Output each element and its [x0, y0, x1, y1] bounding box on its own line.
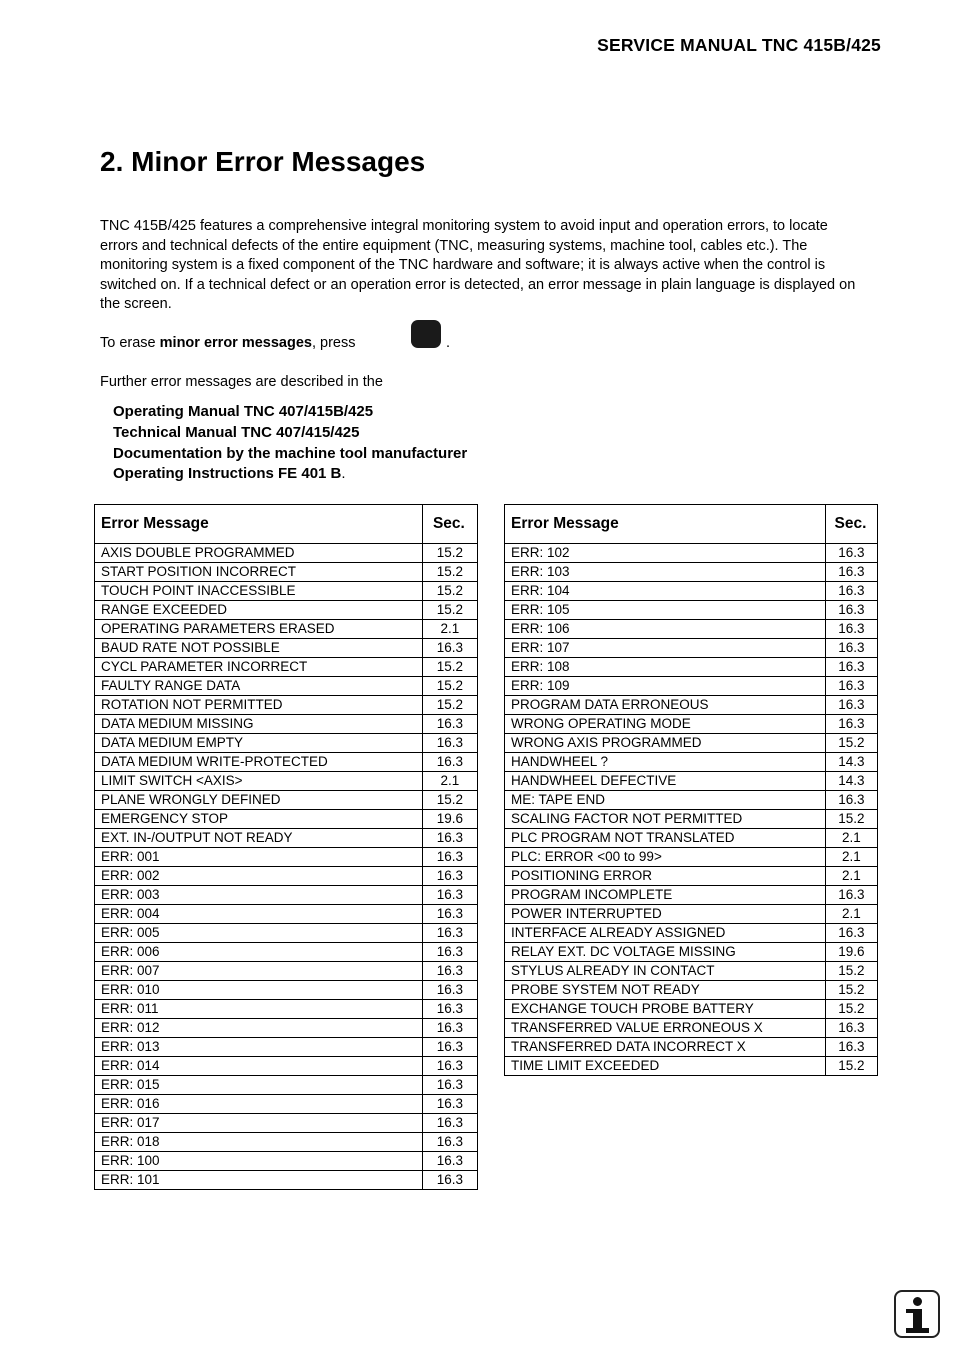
manual-list	[113, 402, 467, 485]
table-row	[95, 1038, 478, 1057]
table-row	[505, 905, 878, 924]
table-row	[95, 734, 478, 753]
error-message-cell: ERR: 006	[95, 943, 423, 962]
error-message-cell: ERR: 018	[95, 1133, 423, 1152]
table-row	[95, 943, 478, 962]
table-row	[505, 1038, 878, 1057]
table-row	[95, 981, 478, 1000]
table-row	[505, 658, 878, 677]
table-row	[505, 981, 878, 1000]
section-cell: 15.2	[825, 1000, 877, 1019]
error-message-cell: ERR: 103	[505, 563, 826, 582]
error-message-cell: ERR: 005	[95, 924, 423, 943]
table-row	[95, 1095, 478, 1114]
manual-list-end: .	[341, 465, 346, 483]
manual-item: Technical Manual TNC 407/415/425	[113, 423, 360, 441]
section-cell: 16.3	[422, 1000, 477, 1019]
error-message-cell: BAUD RATE NOT POSSIBLE	[95, 639, 423, 658]
table-row	[505, 962, 878, 981]
table-row	[95, 962, 478, 981]
error-message-cell: PLC: ERROR <00 to 99>	[505, 848, 826, 867]
section-cell: 16.3	[825, 677, 877, 696]
table-row	[505, 1000, 878, 1019]
table-row	[505, 810, 878, 829]
table-row	[505, 582, 878, 601]
table-row	[505, 544, 878, 563]
table-row	[505, 601, 878, 620]
table-row	[95, 886, 478, 905]
section-cell: 15.2	[825, 981, 877, 1000]
section-cell: 16.3	[422, 753, 477, 772]
error-message-cell: ERR: 108	[505, 658, 826, 677]
erase-suffix: , press	[311, 335, 356, 351]
section-cell: 16.3	[825, 658, 877, 677]
error-message-cell: POWER INTERRUPTED	[505, 905, 826, 924]
section-cell: 15.2	[422, 544, 477, 563]
table-row	[505, 772, 878, 791]
manual-item: Documentation by the machine tool manufacturer	[113, 444, 468, 462]
error-message-cell: ERR: 107	[505, 639, 826, 658]
ce-key-icon	[411, 320, 441, 348]
error-message-cell: EXCHANGE TOUCH PROBE BATTERY	[505, 1000, 826, 1019]
error-message-cell: DATA MEDIUM WRITE-PROTECTED	[95, 753, 423, 772]
table-row	[505, 753, 878, 772]
table-row	[505, 867, 878, 886]
section-cell: 16.3	[422, 1095, 477, 1114]
error-message-cell: ERR: 016	[95, 1095, 423, 1114]
error-message-cell: ERR: 002	[95, 867, 423, 886]
table-row	[95, 772, 478, 791]
manual-item	[113, 464, 467, 485]
table-row	[505, 715, 878, 734]
error-message-cell: ERR: 003	[95, 886, 423, 905]
error-message-cell: DATA MEDIUM EMPTY	[95, 734, 423, 753]
error-message-cell: ERR: 011	[95, 1000, 423, 1019]
section-cell: 16.3	[825, 715, 877, 734]
erase-bold: minor error messages	[159, 335, 312, 351]
section-cell: 15.2	[825, 1057, 877, 1076]
error-message-cell: STYLUS ALREADY IN CONTACT	[505, 962, 826, 981]
manual-item-text: Operating Instructions FE 401 B	[113, 465, 342, 483]
error-message-cell: PROGRAM DATA ERRONEOUS	[505, 696, 826, 715]
error-message-cell: ME: TAPE END	[505, 791, 826, 810]
table-row	[95, 1171, 478, 1190]
section-cell: 16.3	[422, 1171, 477, 1190]
table-row	[505, 848, 878, 867]
error-message-cell: SCALING FACTOR NOT PERMITTED	[505, 810, 826, 829]
table-row	[95, 829, 478, 848]
table-row	[505, 943, 878, 962]
table-row	[95, 677, 478, 696]
table-row	[95, 1152, 478, 1171]
section-cell: 15.2	[422, 791, 477, 810]
error-message-cell: ERR: 104	[505, 582, 826, 601]
section-cell: 16.3	[422, 924, 477, 943]
erase-end: .	[446, 335, 451, 351]
table-row	[505, 886, 878, 905]
error-message-cell: ERR: 004	[95, 905, 423, 924]
error-message-cell: LIMIT SWITCH <AXIS>	[95, 772, 423, 791]
erase-prefix: To erase	[100, 335, 160, 351]
section-cell: 16.3	[422, 1133, 477, 1152]
section-cell: 15.2	[422, 582, 477, 601]
section-cell: 2.1	[825, 848, 877, 867]
error-message-cell: EXT. IN-/OUTPUT NOT READY	[95, 829, 423, 848]
header-section: Sec.	[825, 505, 877, 544]
section-cell: 16.3	[825, 1038, 877, 1057]
table-row	[505, 696, 878, 715]
section-cell: 2.1	[825, 867, 877, 886]
table-row	[505, 639, 878, 658]
section-cell: 16.3	[422, 943, 477, 962]
table-row	[95, 924, 478, 943]
section-cell: 19.6	[422, 810, 477, 829]
section-cell: 16.3	[825, 886, 877, 905]
error-message-cell: PLANE WRONGLY DEFINED	[95, 791, 423, 810]
table-row	[505, 1057, 878, 1076]
section-cell: 2.1	[825, 829, 877, 848]
error-message-cell: ERR: 017	[95, 1114, 423, 1133]
error-message-cell: ERR: 101	[95, 1171, 423, 1190]
error-message-cell: PLC PROGRAM NOT TRANSLATED	[505, 829, 826, 848]
manual-item: Operating Manual TNC 407/415B/425	[113, 403, 374, 420]
error-message-cell: ERR: 105	[505, 601, 826, 620]
section-cell: 16.3	[422, 1152, 477, 1171]
section-cell: 16.3	[422, 905, 477, 924]
section-cell: 2.1	[825, 905, 877, 924]
table-row	[505, 924, 878, 943]
table-row	[95, 791, 478, 810]
error-message-cell: RELAY EXT. DC VOLTAGE MISSING	[505, 943, 826, 962]
error-message-cell: TIME LIMIT EXCEEDED	[505, 1057, 826, 1076]
error-message-cell: DATA MEDIUM MISSING	[95, 715, 423, 734]
table-row	[95, 601, 478, 620]
table-row	[95, 1133, 478, 1152]
error-message-cell: OPERATING PARAMETERS ERASED	[95, 620, 423, 639]
section-cell: 16.3	[825, 696, 877, 715]
section-cell: 16.3	[825, 620, 877, 639]
table-row	[95, 582, 478, 601]
error-message-cell: RANGE EXCEEDED	[95, 601, 423, 620]
error-message-cell: TRANSFERRED DATA INCORRECT X	[505, 1038, 826, 1057]
error-message-cell: WRONG OPERATING MODE	[505, 715, 826, 734]
section-cell: 16.3	[422, 639, 477, 658]
table-row	[95, 753, 478, 772]
error-message-cell: ERR: 013	[95, 1038, 423, 1057]
section-cell: 15.2	[422, 696, 477, 715]
table-row	[505, 791, 878, 810]
table-row	[95, 1076, 478, 1095]
section-cell: 16.3	[422, 715, 477, 734]
further-text: Further error messages are described in the	[100, 374, 383, 390]
section-cell: 16.3	[422, 1076, 477, 1095]
table-row	[95, 658, 478, 677]
error-message-cell: ERR: 007	[95, 962, 423, 981]
error-message-cell: ERR: 001	[95, 848, 423, 867]
table-row	[95, 639, 478, 658]
table-header-row	[95, 505, 478, 544]
table-row	[95, 563, 478, 582]
error-message-cell: ERR: 102	[505, 544, 826, 563]
table-row	[95, 544, 478, 563]
error-message-cell: ROTATION NOT PERMITTED	[95, 696, 423, 715]
error-message-cell: CYCL PARAMETER INCORRECT	[95, 658, 423, 677]
error-message-cell: PROGRAM INCOMPLETE	[505, 886, 826, 905]
section-cell: 15.2	[825, 734, 877, 753]
section-cell: 16.3	[825, 563, 877, 582]
info-icon	[894, 1290, 940, 1338]
section-cell: 16.3	[825, 639, 877, 658]
error-message-cell: ERR: 015	[95, 1076, 423, 1095]
table-row	[95, 696, 478, 715]
section-title: 2. Minor Error Messages	[100, 146, 426, 177]
error-message-cell: ERR: 109	[505, 677, 826, 696]
section-cell: 16.3	[422, 1057, 477, 1076]
section-cell: 16.3	[422, 1038, 477, 1057]
section-cell: 15.2	[422, 677, 477, 696]
section-cell: 16.3	[422, 734, 477, 753]
section-cell: 16.3	[422, 848, 477, 867]
error-table-left	[94, 504, 478, 1190]
table-row	[505, 734, 878, 753]
table-row	[95, 1114, 478, 1133]
section-cell: 16.3	[422, 1114, 477, 1133]
section-cell: 19.6	[825, 943, 877, 962]
error-message-cell: TOUCH POINT INACCESSIBLE	[95, 582, 423, 601]
error-message-cell: HANDWHEEL ?	[505, 753, 826, 772]
error-message-cell: ERR: 012	[95, 1019, 423, 1038]
header-error-message: Error Message	[505, 505, 826, 544]
intro-text	[100, 217, 860, 315]
page-header: SERVICE MANUAL TNC 415B/425	[597, 35, 881, 55]
table-row	[505, 1019, 878, 1038]
section-cell: 15.2	[422, 658, 477, 677]
section-cell: 15.2	[422, 563, 477, 582]
error-message-cell: AXIS DOUBLE PROGRAMMED	[95, 544, 423, 563]
table-row	[95, 905, 478, 924]
section-cell: 15.2	[825, 962, 877, 981]
error-message-cell: POSITIONING ERROR	[505, 867, 826, 886]
error-message-cell: ERR: 010	[95, 981, 423, 1000]
section-cell: 16.3	[422, 962, 477, 981]
table-row	[505, 829, 878, 848]
table-row	[95, 1057, 478, 1076]
intro-paragraph: TNC 415B/425 features a comprehensive integral monitoring system to avoid input and operation errors, to locate errors and technical defects of the entire equipment (TNC, measuring systems, machine tool, cables etc.). The monitoring system is a fixed component of the TNC hardware and software; it is always active when the control is switched on. If a technical defect or an operation error is detected, an error message in plain language is displayed on the screen.	[100, 218, 856, 312]
section-cell: 16.3	[825, 924, 877, 943]
table-row	[95, 620, 478, 639]
table-row	[505, 563, 878, 582]
table-row	[505, 677, 878, 696]
section-cell: 16.3	[825, 582, 877, 601]
table-header-row	[505, 505, 878, 544]
section-cell: 16.3	[825, 544, 877, 563]
section-cell: 14.3	[825, 772, 877, 791]
section-cell: 16.3	[422, 829, 477, 848]
table-row	[95, 867, 478, 886]
error-table-right	[504, 504, 878, 1076]
section-cell: 16.3	[422, 981, 477, 1000]
header-section: Sec.	[422, 505, 477, 544]
section-cell: 16.3	[825, 1019, 877, 1038]
error-message-cell: FAULTY RANGE DATA	[95, 677, 423, 696]
section-cell: 2.1	[422, 772, 477, 791]
erase-instruction	[100, 334, 356, 353]
section-cell: 14.3	[825, 753, 877, 772]
error-message-cell: WRONG AXIS PROGRAMMED	[505, 734, 826, 753]
section-cell: 16.3	[825, 791, 877, 810]
table-row	[95, 1019, 478, 1038]
section-cell: 16.3	[422, 886, 477, 905]
section-cell: 16.3	[825, 601, 877, 620]
error-message-cell: EMERGENCY STOP	[95, 810, 423, 829]
error-message-cell: ERR: 014	[95, 1057, 423, 1076]
error-message-cell: ERR: 100	[95, 1152, 423, 1171]
table-row	[95, 848, 478, 867]
error-message-cell: START POSITION INCORRECT	[95, 563, 423, 582]
error-message-cell: TRANSFERRED VALUE ERRONEOUS X	[505, 1019, 826, 1038]
table-row	[95, 1000, 478, 1019]
error-message-cell: ERR: 106	[505, 620, 826, 639]
section-cell: 16.3	[422, 867, 477, 886]
section-cell: 16.3	[422, 1019, 477, 1038]
table-row	[95, 810, 478, 829]
error-message-cell: PROBE SYSTEM NOT READY	[505, 981, 826, 1000]
header-error-message: Error Message	[95, 505, 423, 544]
table-row	[95, 715, 478, 734]
section-cell: 15.2	[422, 601, 477, 620]
section-cell: 15.2	[825, 810, 877, 829]
table-row	[505, 620, 878, 639]
error-message-cell: HANDWHEEL DEFECTIVE	[505, 772, 826, 791]
section-cell: 2.1	[422, 620, 477, 639]
error-message-cell: INTERFACE ALREADY ASSIGNED	[505, 924, 826, 943]
